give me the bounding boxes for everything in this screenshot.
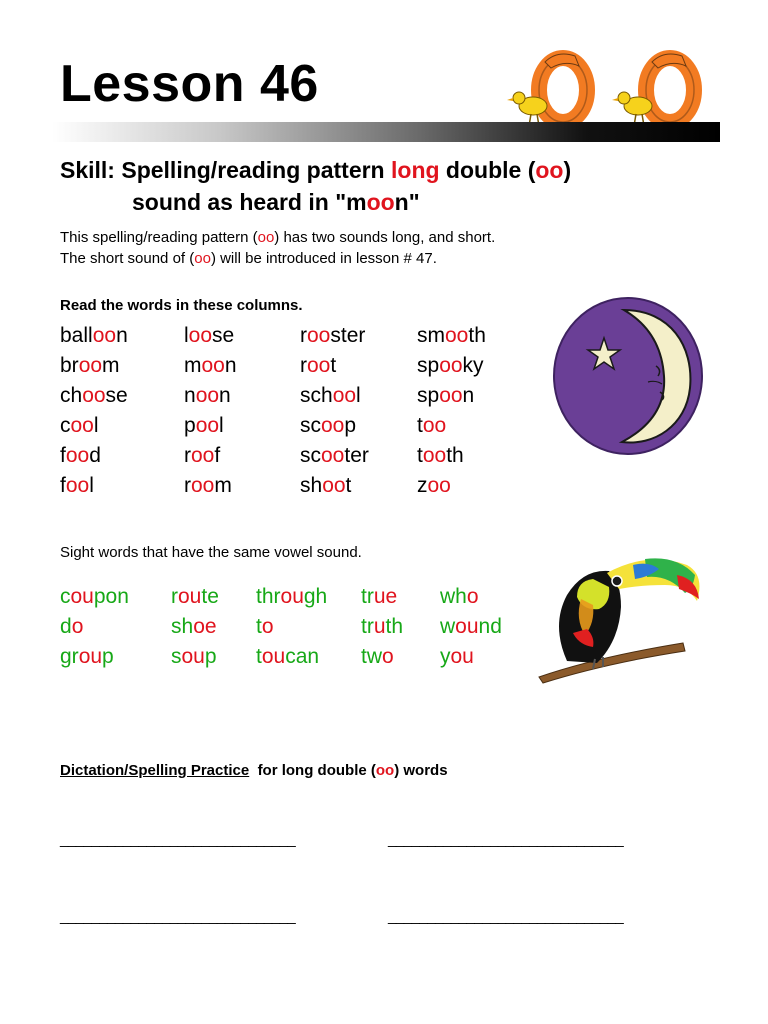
- word-part: m: [184, 354, 202, 377]
- dictation-text: ) words: [394, 762, 448, 779]
- word-highlight: oo: [422, 414, 447, 437]
- word-part: c: [60, 414, 71, 437]
- intro-highlight-oo: oo: [257, 229, 275, 246]
- intro-text: The short sound of (: [60, 250, 195, 267]
- word-highlight: oo: [82, 384, 106, 407]
- intro-line2: [60, 250, 437, 267]
- word-part: n: [219, 384, 231, 407]
- word-highlight: oo: [307, 324, 331, 347]
- sight-word-item: [361, 615, 403, 639]
- sight-word-part: sh: [171, 615, 194, 638]
- writing-line[interactable]: ______________________________: [388, 908, 624, 925]
- writing-line[interactable]: ______________________________: [388, 831, 624, 848]
- skill-highlight-long: long: [391, 157, 440, 183]
- word-item: [300, 414, 356, 438]
- word-part: l: [184, 324, 189, 347]
- word-item: [300, 474, 351, 498]
- word-part: sp: [417, 384, 440, 407]
- word-part: f: [60, 474, 66, 497]
- word-highlight: oo: [439, 384, 463, 407]
- word-item: [184, 414, 224, 438]
- word-highlight: oo: [195, 414, 220, 437]
- word-highlight: oo: [191, 474, 215, 497]
- sight-word-part: d: [60, 615, 72, 638]
- word-part: p: [344, 414, 357, 437]
- sight-word-item: [256, 585, 327, 609]
- skill-highlight-oo: oo: [366, 189, 395, 215]
- sight-word-part: t: [256, 615, 262, 638]
- word-part: sc: [300, 414, 321, 437]
- intro-line1: [60, 229, 495, 246]
- sight-word-item: [361, 585, 397, 609]
- word-highlight: oo: [191, 444, 215, 467]
- word-item: [60, 324, 128, 348]
- intro-text: This spelling/reading pattern (: [60, 229, 258, 246]
- sight-word-item: [256, 645, 319, 669]
- sight-word-part: t: [256, 645, 262, 668]
- sight-word-highlight: ou: [181, 645, 205, 668]
- sight-word-highlight: ou: [280, 585, 304, 608]
- sight-word-part: nd: [478, 615, 502, 638]
- word-part: th: [446, 444, 464, 467]
- sight-word-part: pon: [93, 585, 129, 608]
- word-part: sh: [300, 474, 323, 497]
- sight-word-highlight: ou: [450, 645, 474, 668]
- word-highlight: oo: [322, 474, 346, 497]
- sight-word-part: te: [201, 585, 219, 608]
- word-part: t: [417, 414, 423, 437]
- sight-word-highlight: u: [373, 615, 386, 638]
- sight-word-part: can: [285, 645, 320, 668]
- word-part: p: [184, 414, 196, 437]
- crescent-moon-icon: [552, 296, 704, 456]
- sight-word-part: tr: [361, 615, 374, 638]
- intro-text: ) will be introduced in lesson # 47.: [210, 250, 437, 267]
- word-part: th: [468, 324, 486, 347]
- skill-text: double (: [439, 157, 536, 183]
- word-part: r: [184, 444, 191, 467]
- word-item: [300, 444, 369, 468]
- sight-word-part: tr: [361, 585, 374, 608]
- sight-word-part: p: [102, 645, 114, 668]
- dictation-highlight-oo: oo: [375, 762, 395, 779]
- word-part: t: [417, 444, 423, 467]
- sight-word-item: [440, 585, 479, 609]
- word-highlight: oo: [70, 414, 94, 437]
- sight-word-item: [440, 645, 474, 669]
- word-highlight: oo: [188, 324, 213, 347]
- intro-text: ) has two sounds long, and short.: [274, 229, 496, 246]
- word-highlight: oo: [332, 384, 357, 407]
- word-part: r: [184, 474, 191, 497]
- skill-text: n": [394, 189, 420, 215]
- word-part: ball: [60, 324, 93, 347]
- sight-word-item: [361, 645, 394, 669]
- word-part: sc: [300, 444, 321, 467]
- sight-word-part: r: [171, 585, 178, 608]
- word-highlight: oo: [195, 384, 220, 407]
- word-item: [60, 414, 99, 438]
- word-part: l: [219, 414, 224, 437]
- word-item: [184, 474, 232, 498]
- word-part: f: [60, 444, 66, 467]
- sight-word-item: [171, 615, 217, 639]
- word-part: l: [356, 384, 361, 407]
- word-item: [417, 444, 464, 468]
- sight-word-highlight: oe: [193, 615, 217, 638]
- word-highlight: oo: [427, 474, 451, 497]
- sight-word-item: [60, 645, 114, 669]
- word-part: n: [224, 354, 237, 377]
- word-part: l: [93, 414, 99, 437]
- word-part: r: [300, 324, 307, 347]
- word-part: sm: [417, 324, 445, 347]
- sight-word-part: thr: [256, 585, 281, 608]
- word-highlight: oo: [307, 354, 331, 377]
- sight-word-part: gh: [303, 585, 328, 608]
- sight-word-part: gr: [60, 645, 79, 668]
- word-item: [60, 354, 120, 378]
- dictation-heading: [60, 762, 448, 779]
- sight-word-part: tw: [361, 645, 382, 668]
- skill-text: sound as heard in "m: [132, 189, 367, 215]
- word-item: [300, 354, 336, 378]
- word-highlight: oo: [321, 414, 345, 437]
- word-part: n: [462, 384, 475, 407]
- sight-word-highlight: ou: [70, 585, 94, 608]
- sight-word-part: c: [60, 585, 71, 608]
- word-part: se: [105, 384, 128, 407]
- word-part: ster: [330, 324, 366, 347]
- word-part: sch: [300, 384, 333, 407]
- sight-word-highlight: o: [261, 615, 274, 638]
- sight-word-part: p: [204, 645, 217, 668]
- word-item: [417, 414, 446, 438]
- word-highlight: oo: [422, 444, 447, 467]
- sight-word-highlight: ou: [78, 645, 103, 668]
- word-part: r: [300, 354, 307, 377]
- word-item: [417, 384, 474, 408]
- sight-word-highlight: ue: [373, 585, 398, 608]
- word-part: t: [345, 474, 352, 497]
- sight-word-part: w: [440, 615, 456, 638]
- skill-highlight-oo: oo: [535, 157, 564, 183]
- sight-word-highlight: o: [466, 585, 479, 608]
- word-part: ch: [60, 384, 83, 407]
- sight-word-item: [60, 585, 129, 609]
- writing-line[interactable]: ______________________________: [60, 831, 296, 848]
- sight-word-highlight: ou: [455, 615, 479, 638]
- skill-heading-line1: [60, 157, 571, 184]
- sight-word-item: [440, 615, 502, 639]
- columns-heading: Read the words in these columns.: [60, 297, 303, 314]
- sight-word-item: [171, 585, 219, 609]
- word-item: [417, 354, 484, 378]
- word-highlight: oo: [65, 474, 90, 497]
- sight-word-part: wh: [440, 585, 467, 608]
- word-part: z: [417, 474, 428, 497]
- sight-word-highlight: ou: [178, 585, 202, 608]
- sight-word-item: [171, 645, 217, 669]
- title-divider-bar: [52, 122, 720, 142]
- word-item: [300, 324, 365, 348]
- word-part: m: [214, 474, 232, 497]
- word-highlight: oo: [92, 324, 117, 347]
- word-part: n: [116, 324, 128, 347]
- sight-word-highlight: o: [71, 615, 84, 638]
- word-part: ter: [344, 444, 369, 467]
- word-item: [60, 474, 94, 498]
- word-highlight: oo: [445, 324, 469, 347]
- word-highlight: oo: [439, 354, 463, 377]
- word-part: se: [212, 324, 235, 347]
- skill-text: ): [563, 157, 572, 183]
- sight-word-highlight: ou: [261, 645, 286, 668]
- word-part: n: [184, 384, 196, 407]
- word-part: t: [330, 354, 337, 377]
- sight-word-part: y: [440, 645, 451, 668]
- word-item: [184, 444, 220, 468]
- lesson-title: Lesson 46: [60, 55, 319, 113]
- word-item: [300, 384, 361, 408]
- intro-highlight-oo: oo: [194, 250, 211, 267]
- word-item: [60, 444, 101, 468]
- word-highlight: oo: [321, 444, 345, 467]
- sight-word-part: s: [171, 645, 182, 668]
- word-item: [417, 324, 486, 348]
- word-item: [184, 384, 231, 408]
- word-part: d: [89, 444, 101, 467]
- word-part: sp: [417, 354, 440, 377]
- oo-birds-icon: [505, 48, 720, 128]
- toucan-icon: [537, 545, 705, 685]
- word-item: [184, 324, 234, 348]
- dictation-text: for long double (: [257, 762, 376, 779]
- word-highlight: oo: [65, 444, 90, 467]
- sight-word-item: [60, 615, 83, 639]
- word-part: br: [60, 354, 79, 377]
- word-part: ky: [462, 354, 484, 377]
- skill-heading-line2: [132, 189, 420, 216]
- word-item: [60, 384, 128, 408]
- word-item: [184, 354, 237, 378]
- writing-line[interactable]: ______________________________: [60, 908, 296, 925]
- word-highlight: oo: [78, 354, 103, 377]
- word-highlight: oo: [201, 354, 225, 377]
- sight-word-item: [256, 615, 274, 639]
- word-part: f: [214, 444, 221, 467]
- word-part: m: [102, 354, 120, 377]
- skill-text: Skill: Spelling/reading pattern: [60, 157, 391, 183]
- dictation-label: Dictation/Spelling Practice: [60, 762, 250, 779]
- sight-words-heading: Sight words that have the same vowel sound.: [60, 544, 362, 561]
- word-item: [417, 474, 451, 498]
- sight-word-highlight: o: [382, 645, 394, 668]
- word-part: l: [89, 474, 94, 497]
- sight-word-part: th: [385, 615, 404, 638]
